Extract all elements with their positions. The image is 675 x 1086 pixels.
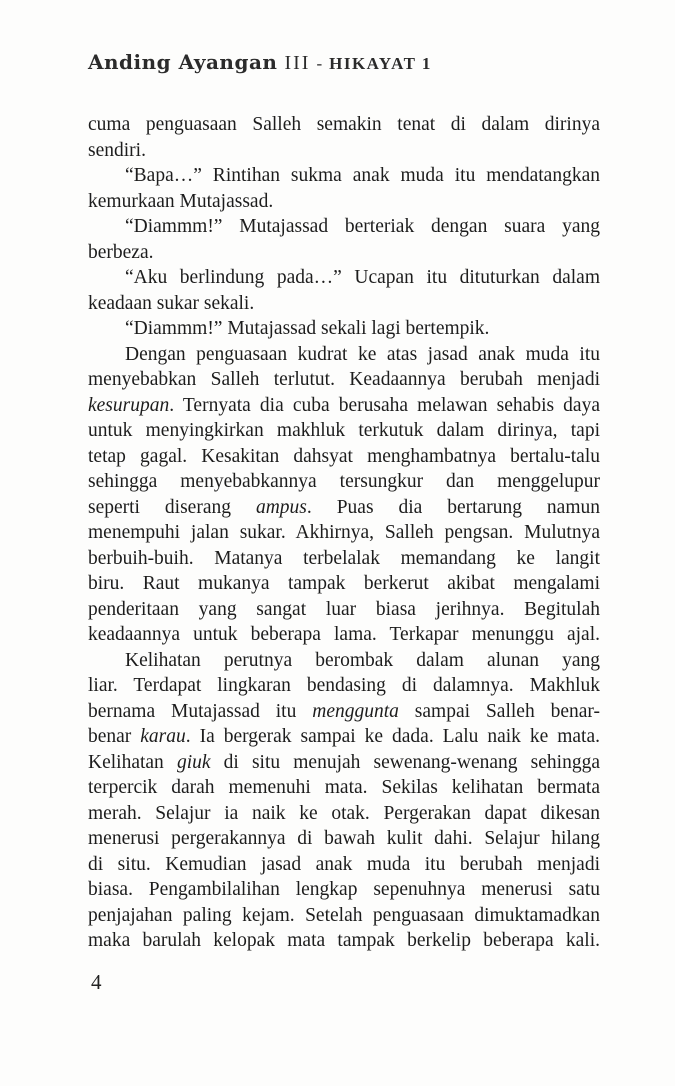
series-title: Anding Ayangan xyxy=(88,50,278,74)
text-line xyxy=(88,469,600,495)
paragraph xyxy=(88,163,600,214)
text-segment: “Diammm!” Mutajassad berteriak dengan suara yang xyxy=(125,216,600,237)
text-segment: . Ternyata dia cuba berusaha melawan sehabis daya xyxy=(169,394,600,416)
text-segment: di situ menujah sewenang-wenang sehingga xyxy=(210,751,600,773)
header-separator: - xyxy=(316,54,323,73)
text-segment: keadaan sukar sekali. xyxy=(88,292,255,314)
text-line xyxy=(88,801,600,827)
text-segment: bernama Mutajassad itu xyxy=(88,700,313,722)
page-number: 4 xyxy=(91,970,102,994)
text-line xyxy=(88,750,600,776)
text-segment: Kelihatan perutnya berombak dalam alunan yang xyxy=(125,649,600,671)
text-line xyxy=(88,852,600,878)
text-segment: tetap gagal. Kesakitan dahsyat menghambatnya bertalu-talu xyxy=(88,445,600,467)
text-segment: biru. Raut mukanya tampak berkerut akibat mengalami xyxy=(88,573,600,594)
text-segment: menempuhi jalan sukar. Akhirnya, Salleh pengsan. Mulutnya xyxy=(88,522,600,543)
text-line xyxy=(88,877,600,903)
paragraph xyxy=(88,316,600,342)
italic-term: karau xyxy=(140,726,186,747)
text-line xyxy=(88,673,600,699)
volume-numeral: III xyxy=(284,52,311,74)
text-segment: di situ. Kemudian jasad anak muda itu berubah menjadi xyxy=(88,853,600,875)
chapter-label: HIKAYAT 1 xyxy=(329,54,432,73)
text-segment: merah. Selajur ia naik ke otak. Pergerakan dapat dikesan xyxy=(88,802,600,824)
text-segment: berbuih-buih. Matanya terbelalak memandang ke langit xyxy=(88,547,600,569)
text-segment: Kelihatan xyxy=(88,751,177,773)
text-line xyxy=(88,699,600,725)
italic-term: ampus xyxy=(255,496,307,518)
text-line xyxy=(88,342,600,368)
text-segment: sehingga menyebabkannya tersungkur dan menggelupur xyxy=(88,471,600,492)
text-segment: keadaannya untuk beberapa lama. Terkapar menunggu ajal. xyxy=(88,624,600,645)
text-line xyxy=(88,546,600,572)
text-segment: maka barulah kelopak mata tampak berkelip beberapa kali. xyxy=(88,930,600,951)
body-text xyxy=(88,112,600,954)
text-line xyxy=(88,393,600,419)
text-line xyxy=(88,163,600,189)
text-segment: menyebabkan Salleh terlutut. Keadaannya berubah menjadi xyxy=(88,369,600,390)
text-segment: “Bapa…” Rintihan sukma anak muda itu mendatangkan xyxy=(125,165,600,186)
text-line xyxy=(88,571,600,597)
text-segment: sendiri. xyxy=(88,139,146,161)
text-segment: penjajahan paling kejam. Setelah penguasaan dimuktamadkan xyxy=(88,904,600,926)
text-line xyxy=(88,240,600,266)
text-segment: penderitaan yang sangat luar biasa jerihnya. Begitulah xyxy=(88,598,600,620)
text-line xyxy=(88,826,600,852)
running-header xyxy=(88,50,432,75)
paragraph xyxy=(88,648,600,954)
text-segment: sampai Salleh benar- xyxy=(398,700,600,722)
italic-term: giuk xyxy=(176,751,211,773)
text-line xyxy=(88,775,600,801)
text-line xyxy=(88,597,600,623)
text-line xyxy=(88,418,600,444)
text-segment: . Ia bergerak sampai ke dada. Lalu naik ke mata. xyxy=(185,726,600,747)
text-segment: “Diammm!” Mutajassad sekali lagi bertempik. xyxy=(125,318,490,339)
text-segment: . Puas dia bertarung namun xyxy=(306,496,601,518)
text-line xyxy=(88,648,600,674)
text-line xyxy=(88,520,600,546)
text-line xyxy=(88,495,600,521)
text-line xyxy=(88,265,600,291)
text-line xyxy=(88,112,600,138)
text-line xyxy=(88,928,600,954)
text-segment: berbeza. xyxy=(88,241,154,263)
text-line xyxy=(88,903,600,929)
text-line xyxy=(88,189,600,215)
text-line xyxy=(88,367,600,393)
text-segment: Dengan penguasaan kudrat ke atas jasad anak muda itu xyxy=(125,343,600,365)
text-segment: cuma penguasaan Salleh semakin tenat di dalam dirinya xyxy=(88,114,600,135)
text-line xyxy=(88,622,600,648)
text-segment: biasa. Pengambilalihan lengkap sepenuhnya menerusi satu xyxy=(88,879,600,900)
paragraph xyxy=(88,214,600,265)
text-line xyxy=(88,444,600,470)
paragraph xyxy=(88,265,600,316)
text-segment: menerusi pergerakannya di bawah kulit dahi. Selajur hilang xyxy=(88,828,600,849)
paragraph xyxy=(88,112,600,163)
text-line xyxy=(88,724,600,750)
text-line xyxy=(88,291,600,317)
italic-term: menggunta xyxy=(312,700,399,722)
text-segment: benar xyxy=(88,726,141,747)
text-segment: seperti diserang xyxy=(88,496,256,518)
italic-term: kesurupan xyxy=(88,394,170,416)
text-line xyxy=(88,316,600,342)
text-segment: “Aku berlindung pada…” Ucapan itu dituturkan dalam xyxy=(125,267,600,288)
text-segment: kemurkaan Mutajassad. xyxy=(88,190,274,212)
text-line xyxy=(88,214,600,240)
text-line xyxy=(88,138,600,164)
text-segment: liar. Terdapat lingkaran bendasing di dalamnya. Makhluk xyxy=(88,675,600,696)
paragraph xyxy=(88,342,600,648)
text-segment: untuk menyingkirkan makhluk terkutuk dalam dirinya, tapi xyxy=(88,420,600,441)
text-segment: terpercik darah memenuhi mata. Sekilas kelihatan bermata xyxy=(88,777,600,798)
